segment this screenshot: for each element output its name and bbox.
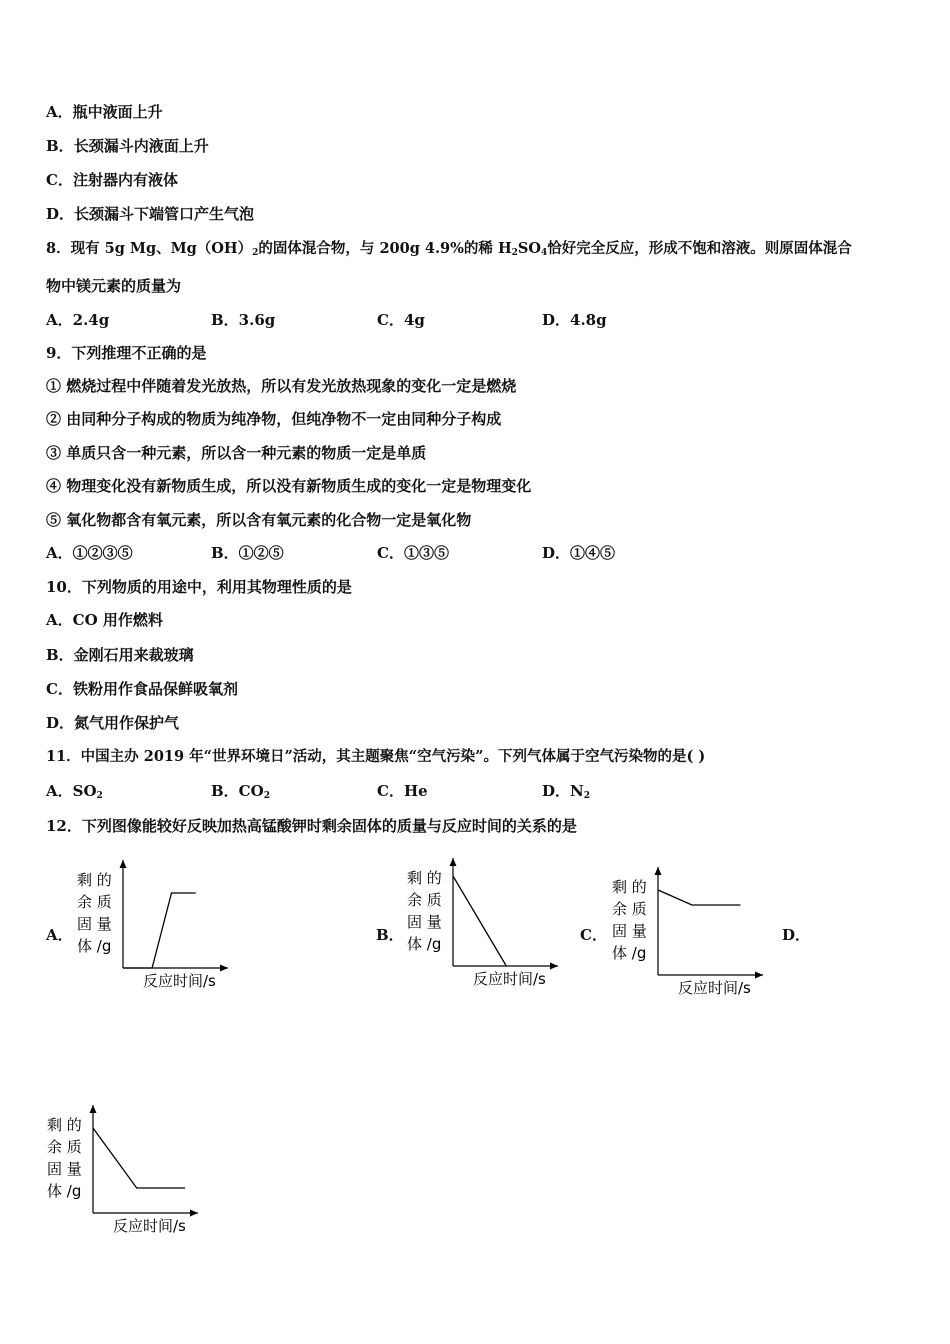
x-axis-arrow bbox=[220, 965, 228, 972]
graph-b bbox=[405, 853, 565, 993]
series-line bbox=[453, 876, 506, 966]
q10-option-b: B．金刚石用来裁玻璃 bbox=[46, 646, 194, 664]
q7-option-c: C．注射器内有液体 bbox=[46, 171, 178, 189]
y-label-row: 固 量 bbox=[612, 922, 647, 940]
graph-c bbox=[610, 862, 770, 1002]
y-label-row: 剩 的 bbox=[612, 878, 647, 896]
y-label-row: 余 质 bbox=[407, 891, 442, 909]
q9-option-d: D．①④⑤ bbox=[542, 544, 616, 562]
q8-stem-line2: 物中镁元素的质量为 bbox=[46, 277, 182, 295]
y-label-row: 剩 的 bbox=[407, 869, 442, 887]
q8-option-c: C．4g bbox=[377, 311, 425, 329]
q12-letter-c: C． bbox=[580, 926, 607, 944]
y-axis-arrow bbox=[90, 1105, 97, 1113]
q9-statement-5: ⑤ 氧化物都含有氧元素，所以含有氧元素的化合物一定是氧化物 bbox=[46, 511, 472, 529]
q9-option-c: C．①③⑤ bbox=[377, 544, 449, 562]
q10-stem: 10．下列物质的用途中，利用其物理性质的是 bbox=[46, 578, 352, 596]
q11-option-b: B．$CO_2$ bbox=[211, 782, 270, 801]
y-axis-arrow bbox=[655, 867, 662, 875]
y-label-row: 体 /g bbox=[47, 1182, 82, 1200]
q9-statement-1: ① 燃烧过程中伴随着发光放热，所以有发光放热现象的变化一定是燃烧 bbox=[46, 377, 517, 395]
x-axis-arrow bbox=[755, 972, 763, 979]
series-line bbox=[123, 893, 196, 968]
q9-option-b: B．①②⑤ bbox=[211, 544, 284, 562]
y-label-row: 剩 的 bbox=[77, 871, 112, 889]
q12-letter-b: B． bbox=[376, 926, 404, 944]
y-axis-arrow bbox=[120, 860, 127, 868]
q9-option-a: A．①②③⑤ bbox=[46, 544, 133, 562]
q10-option-d: D．氮气用作保护气 bbox=[46, 714, 180, 732]
q8-stem: 8．现有 5g Mg、$Mg(OH)_2$的固体混合物，与 200g 4.9%的稀 $H_2SO_4$恰好完全反应，形成不饱和溶液。则原固体混合 bbox=[46, 240, 852, 258]
y-label-row: 剩 的 bbox=[47, 1116, 82, 1134]
y-label-row: 固 量 bbox=[77, 915, 112, 933]
y-axis-arrow bbox=[450, 858, 457, 866]
q7-option-a: A．瓶中液面上升 bbox=[46, 103, 163, 121]
q8-option-b: B．3.6g bbox=[211, 311, 276, 329]
y-label-row: 固 量 bbox=[47, 1160, 82, 1178]
y-label-row: 体 /g bbox=[77, 937, 112, 955]
x-label: 反应时间/s bbox=[143, 972, 216, 990]
y-label-row: 余 质 bbox=[612, 900, 647, 918]
q12-stem: 12．下列图像能较好反映加热高锰酸钾时剩余固体的质量与反应时间的关系的是 bbox=[46, 817, 577, 835]
q8-option-a: A．2.4g bbox=[46, 311, 110, 329]
q12-letter-a: A． bbox=[46, 926, 73, 944]
q11-option-d: D．$N_2$ bbox=[542, 782, 590, 801]
q11-option-c: C．He bbox=[377, 782, 428, 800]
y-label-row: 体 /g bbox=[612, 944, 647, 962]
series-line bbox=[93, 1128, 185, 1188]
x-label: 反应时间/s bbox=[678, 979, 751, 997]
graph-a bbox=[75, 855, 235, 995]
graph-d bbox=[45, 1100, 205, 1240]
q11-option-a: A．$SO_2$ bbox=[46, 782, 103, 801]
q10-option-a: A．CO 用作燃料 bbox=[46, 611, 163, 629]
x-label: 反应时间/s bbox=[473, 970, 546, 988]
y-label-row: 余 质 bbox=[77, 893, 112, 911]
q9-statement-3: ③ 单质只含一种元素，所以含一种元素的物质一定是单质 bbox=[46, 444, 427, 462]
x-label: 反应时间/s bbox=[113, 1217, 186, 1235]
x-axis-arrow bbox=[550, 963, 558, 970]
series-line bbox=[658, 890, 740, 905]
y-label-row: 体 /g bbox=[407, 935, 442, 953]
q11-stem: 11．中国主办 2019 年“世界环境日”活动，其主题聚焦“空气污染”。下列气体属于空气污染物的是( ) bbox=[46, 748, 706, 765]
q9-stem: 9．下列推理不正确的是 bbox=[46, 344, 207, 362]
y-label-row: 余 质 bbox=[47, 1138, 82, 1156]
q12-letter-d: D． bbox=[782, 926, 811, 944]
y-label-row: 固 量 bbox=[407, 913, 442, 931]
q7-option-d: D．长颈漏斗下端管口产生气泡 bbox=[46, 205, 255, 223]
q8-option-d: D．4.8g bbox=[542, 311, 607, 329]
q9-statement-4: ④ 物理变化没有新物质生成，所以没有新物质生成的变化一定是物理变化 bbox=[46, 477, 532, 495]
q7-option-b: B．长颈漏斗内液面上升 bbox=[46, 137, 209, 155]
x-axis-arrow bbox=[190, 1210, 198, 1217]
q9-statement-2: ② 由同种分子构成的物质为纯净物，但纯净物不一定由同种分子构成 bbox=[46, 410, 502, 428]
q10-option-c: C．铁粉用作食品保鲜吸氧剂 bbox=[46, 680, 238, 698]
